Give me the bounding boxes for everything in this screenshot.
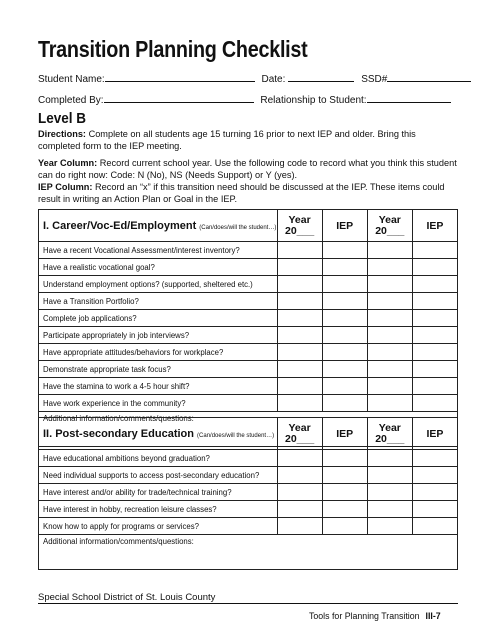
year-cell[interactable] bbox=[367, 378, 412, 395]
question-text: Have interest and/or ability for trade/technical training? bbox=[39, 484, 278, 501]
question-text: Have work experience in the community? bbox=[39, 395, 278, 412]
comments-box[interactable]: Additional information/comments/questions: bbox=[39, 412, 458, 447]
iep-cell[interactable] bbox=[322, 361, 367, 378]
checklist-row bbox=[39, 344, 458, 361]
relationship-field[interactable] bbox=[367, 93, 451, 103]
year-column-label: Year Column: bbox=[38, 158, 98, 168]
page-number: III-7 bbox=[425, 611, 441, 621]
iep-cell[interactable] bbox=[412, 344, 457, 361]
year-cell[interactable] bbox=[277, 395, 322, 412]
iep-cell[interactable] bbox=[322, 518, 367, 535]
year-cell[interactable] bbox=[277, 344, 322, 361]
checklist-row bbox=[39, 467, 458, 484]
year-cell[interactable] bbox=[367, 467, 412, 484]
year-cell[interactable] bbox=[277, 518, 322, 535]
year-header-blank: 20___ bbox=[375, 224, 405, 237]
career-section-title: I. Career/Voc-Ed/Employment bbox=[43, 219, 197, 232]
year-cell[interactable] bbox=[277, 310, 322, 327]
iep-column-text: Record an “x” if this transition need should be discussed at the IEP. These items could result in writing an Action Plan or Goal in the IEP. bbox=[38, 182, 445, 204]
question-text: Know how to apply for programs or services? bbox=[39, 518, 278, 535]
question-text: Have interest in hobby, recreation leisure classes? bbox=[39, 501, 278, 518]
year-column-text: Record current school year. Use the following code to record what you think this student can do right now: Code: N (No), NS (Needs Support) or Y (yes). bbox=[38, 158, 457, 180]
footer-rule bbox=[38, 603, 458, 604]
year-cell[interactable] bbox=[367, 501, 412, 518]
section-title bbox=[39, 210, 278, 242]
section-title bbox=[39, 418, 278, 450]
iep-column-header: IEP bbox=[322, 210, 367, 242]
postsecondary-section-note: (Can/does/will the student…) bbox=[197, 432, 275, 439]
iep-cell[interactable] bbox=[322, 395, 367, 412]
iep-cell[interactable] bbox=[322, 327, 367, 344]
iep-cell[interactable] bbox=[322, 293, 367, 310]
postsecondary-section-title: II. Post-secondary Education bbox=[43, 427, 194, 440]
year-header-label: Year bbox=[288, 421, 311, 434]
year-column-header bbox=[277, 210, 322, 242]
iep-column-header: IEP bbox=[322, 418, 367, 450]
level-heading: Level B bbox=[38, 110, 87, 127]
year-column-header bbox=[367, 418, 412, 450]
completed-by-label: Completed By: bbox=[38, 95, 104, 106]
completed-by-row bbox=[38, 93, 451, 106]
iep-cell[interactable] bbox=[322, 450, 367, 467]
year-cell[interactable] bbox=[367, 518, 412, 535]
year-cell[interactable] bbox=[367, 484, 412, 501]
year-cell[interactable] bbox=[367, 293, 412, 310]
completed-by-field[interactable] bbox=[104, 93, 254, 103]
checklist-row bbox=[39, 361, 458, 378]
iep-cell[interactable] bbox=[322, 484, 367, 501]
year-cell[interactable] bbox=[277, 450, 322, 467]
year-header-label: Year bbox=[378, 213, 401, 226]
career-section-note: (Can/does/will the student…) bbox=[199, 224, 277, 231]
checklist-row bbox=[39, 501, 458, 518]
question-text: Understand employment options? (supported, sheltered etc.) bbox=[39, 276, 278, 293]
postsecondary-checklist-table bbox=[38, 417, 458, 570]
iep-cell[interactable] bbox=[322, 242, 367, 259]
checklist-row bbox=[39, 327, 458, 344]
year-cell[interactable] bbox=[367, 276, 412, 293]
footer-tools-label: Tools for Planning Transition bbox=[309, 611, 420, 621]
ssd-label: SSD# bbox=[361, 74, 388, 85]
iep-cell[interactable] bbox=[412, 501, 457, 518]
iep-cell[interactable] bbox=[412, 467, 457, 484]
directions-paragraph bbox=[38, 128, 458, 152]
date-field[interactable] bbox=[288, 72, 354, 82]
iep-cell[interactable] bbox=[412, 450, 457, 467]
year-header-blank: 20___ bbox=[375, 432, 405, 445]
year-cell[interactable] bbox=[277, 501, 322, 518]
iep-column-header: IEP bbox=[412, 418, 457, 450]
question-text: Have a Transition Portfolio? bbox=[39, 293, 278, 310]
ssd-field[interactable] bbox=[387, 72, 471, 82]
iep-cell[interactable] bbox=[412, 242, 457, 259]
iep-cell[interactable] bbox=[322, 344, 367, 361]
directions-label: Directions: bbox=[38, 129, 86, 139]
year-column-header bbox=[277, 418, 322, 450]
year-cell[interactable] bbox=[367, 395, 412, 412]
year-cell[interactable] bbox=[277, 484, 322, 501]
year-header-label: Year bbox=[288, 213, 311, 226]
year-cell[interactable] bbox=[277, 361, 322, 378]
checklist-row bbox=[39, 484, 458, 501]
year-cell[interactable] bbox=[277, 378, 322, 395]
iep-cell[interactable] bbox=[412, 378, 457, 395]
iep-column-header: IEP bbox=[412, 210, 457, 242]
iep-cell[interactable] bbox=[412, 293, 457, 310]
iep-cell[interactable] bbox=[322, 276, 367, 293]
checklist-row bbox=[39, 378, 458, 395]
year-cell[interactable] bbox=[277, 242, 322, 259]
year-cell[interactable] bbox=[277, 276, 322, 293]
question-text: Have appropriate attitudes/behaviors for workplace? bbox=[39, 344, 278, 361]
year-cell[interactable] bbox=[367, 310, 412, 327]
year-column-paragraph bbox=[38, 157, 458, 181]
student-info-row bbox=[38, 72, 471, 85]
iep-cell[interactable] bbox=[412, 276, 457, 293]
page-title: Transition Planning Checklist bbox=[38, 36, 308, 62]
year-column-header bbox=[367, 210, 412, 242]
iep-cell[interactable] bbox=[412, 259, 457, 276]
iep-cell[interactable] bbox=[322, 378, 367, 395]
year-cell[interactable] bbox=[367, 344, 412, 361]
relationship-label: Relationship to Student: bbox=[260, 95, 367, 106]
footer-right bbox=[309, 611, 441, 621]
question-text: Have the stamina to work a 4-5 hour shift? bbox=[39, 378, 278, 395]
year-header-label: Year bbox=[378, 421, 401, 434]
iep-column-paragraph bbox=[38, 181, 458, 205]
career-checklist-table bbox=[38, 209, 458, 447]
iep-cell[interactable] bbox=[412, 395, 457, 412]
checklist-row bbox=[39, 242, 458, 259]
year-cell[interactable] bbox=[367, 327, 412, 344]
checklist-row bbox=[39, 310, 458, 327]
question-text: Complete job applications? bbox=[39, 310, 278, 327]
student-name-field[interactable] bbox=[105, 72, 255, 82]
year-cell[interactable] bbox=[367, 361, 412, 378]
checklist-row bbox=[39, 518, 458, 535]
iep-cell[interactable] bbox=[412, 361, 457, 378]
question-text: Have a recent Vocational Assessment/interest inventory? bbox=[39, 242, 278, 259]
year-cell[interactable] bbox=[277, 259, 322, 276]
iep-cell[interactable] bbox=[322, 501, 367, 518]
question-text: Demonstrate appropriate task focus? bbox=[39, 361, 278, 378]
checklist-row bbox=[39, 293, 458, 310]
year-cell[interactable] bbox=[277, 327, 322, 344]
year-cell[interactable] bbox=[367, 259, 412, 276]
year-cell[interactable] bbox=[277, 467, 322, 484]
checklist-row bbox=[39, 535, 458, 570]
iep-cell[interactable] bbox=[412, 327, 457, 344]
checklist-row bbox=[39, 395, 458, 412]
comments-box[interactable]: Additional information/comments/questions: bbox=[39, 535, 458, 570]
year-cell[interactable] bbox=[277, 293, 322, 310]
year-header-blank: 20___ bbox=[285, 224, 315, 237]
iep-cell[interactable] bbox=[412, 484, 457, 501]
year-header-blank: 20___ bbox=[285, 432, 315, 445]
year-cell[interactable] bbox=[367, 242, 412, 259]
question-text: Need individual supports to access post-secondary education? bbox=[39, 467, 278, 484]
iep-cell[interactable] bbox=[412, 310, 457, 327]
iep-cell[interactable] bbox=[322, 259, 367, 276]
date-label: Date: bbox=[261, 74, 286, 85]
directions-text: Complete on all students age 15 turning 16 prior to next IEP and older. Bring this completed form to the IEP meeting. bbox=[38, 129, 416, 151]
question-text: Have educational ambitions beyond graduation? bbox=[39, 450, 278, 467]
iep-column-label: IEP Column: bbox=[38, 182, 93, 192]
iep-cell[interactable] bbox=[322, 467, 367, 484]
checklist-row bbox=[39, 276, 458, 293]
year-cell[interactable] bbox=[367, 450, 412, 467]
student-name-label: Student Name: bbox=[38, 74, 105, 85]
question-text: Participate appropriately in job interviews? bbox=[39, 327, 278, 344]
footer-organization: Special School District of St. Louis County bbox=[38, 592, 216, 603]
question-text: Have a realistic vocational goal? bbox=[39, 259, 278, 276]
checklist-row bbox=[39, 259, 458, 276]
iep-cell[interactable] bbox=[412, 518, 457, 535]
checklist-row bbox=[39, 450, 458, 467]
iep-cell[interactable] bbox=[322, 310, 367, 327]
